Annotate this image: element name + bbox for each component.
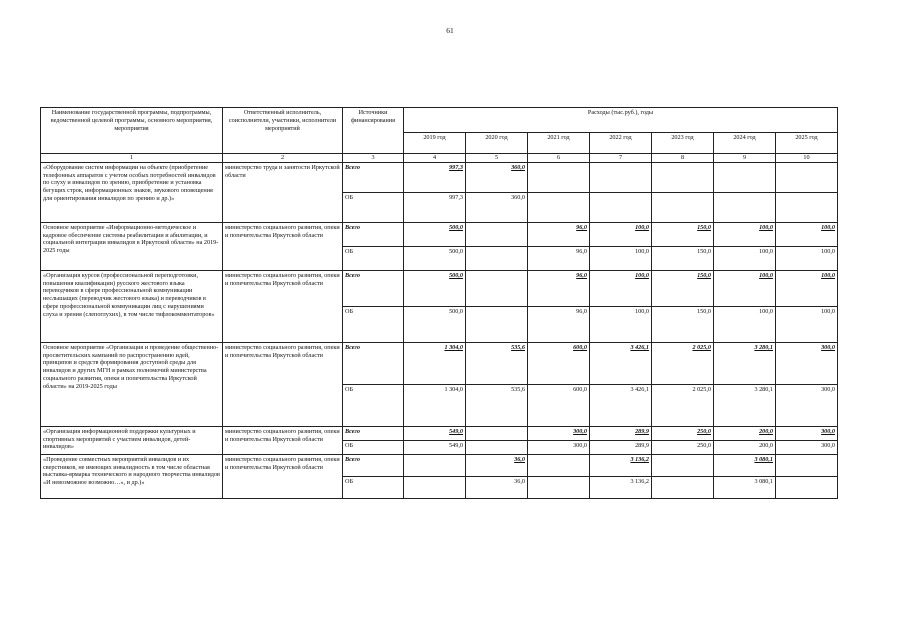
- expense-value: 36,0: [466, 476, 528, 498]
- expense-value: 96,0: [528, 222, 590, 246]
- expense-value: [404, 454, 466, 476]
- header-name: Наименование государственной программы, подпрограммы, ведомственной целевой программы, основного мероприятия, мероприятия: [41, 108, 223, 154]
- funding-source: ОБ: [343, 476, 404, 498]
- expense-value: [404, 476, 466, 498]
- expense-value: [776, 476, 838, 498]
- activity-name: «Организация курсов (профессиональной переподготовки, повышения квалификации) русского жестового языка переводчиков в сфере профессиональной коммуникации неслышащих (переводчик жестового языка) и переводчиков в сфере профессиональной коммуникации лиц с нарушениями слуха и зрения (слепоглухих), в том числе тифлокомментаторов»: [41, 270, 223, 342]
- column-number: 4: [404, 154, 466, 163]
- expense-value: [714, 192, 776, 222]
- column-number: 6: [528, 154, 590, 163]
- expense-value: [590, 162, 652, 192]
- expense-value: 500,0: [404, 270, 466, 306]
- expense-value: 549,0: [404, 426, 466, 440]
- expense-value: 997,3: [404, 192, 466, 222]
- expense-value: 100,0: [590, 222, 652, 246]
- expense-value: 300,0: [776, 440, 838, 454]
- activity-name: Основное мероприятие «Информационно-методическое и кадровое обеспечение системы реабилитации и абилитации, и социальной интеграции инвалидов в Иркутской области» на 2019-2025 годы: [41, 222, 223, 270]
- expense-value: 100,0: [590, 270, 652, 306]
- expense-value: 96,0: [528, 306, 590, 342]
- expense-value: 3 426,1: [590, 384, 652, 426]
- expense-value: [652, 476, 714, 498]
- table-row-total: [41, 270, 838, 306]
- expense-value: 150,0: [652, 306, 714, 342]
- expense-value: [466, 270, 528, 306]
- table-row-total: [41, 222, 838, 246]
- column-number: 7: [590, 154, 652, 163]
- column-number: 1: [41, 154, 223, 163]
- expense-value: 289,9: [590, 440, 652, 454]
- expense-value: 500,0: [404, 246, 466, 270]
- expense-value: 300,0: [776, 342, 838, 384]
- expense-value: [776, 192, 838, 222]
- table-row-total: [41, 342, 838, 384]
- expense-value: 100,0: [714, 246, 776, 270]
- expense-value: [466, 440, 528, 454]
- expense-value: 3 426,1: [590, 342, 652, 384]
- funding-source: Всего: [343, 162, 404, 192]
- column-number: 2: [223, 154, 343, 163]
- expense-value: 100,0: [714, 222, 776, 246]
- expense-value: 500,0: [404, 222, 466, 246]
- table-row-total: [41, 426, 838, 440]
- expense-value: 36,0: [466, 454, 528, 476]
- expense-value: 150,0: [652, 270, 714, 306]
- expense-value: 360,0: [466, 192, 528, 222]
- expense-value: 1 304,0: [404, 384, 466, 426]
- funding-source: Всего: [343, 270, 404, 306]
- activity-executor: министерство социального развития, опеки и попечительства Иркутской области: [223, 454, 343, 498]
- year-header: 2023 год: [652, 133, 714, 154]
- year-header: 2020 год: [466, 133, 528, 154]
- expense-value: 200,0: [714, 440, 776, 454]
- expense-value: [776, 454, 838, 476]
- budget-table-body: [41, 162, 838, 498]
- column-number: 3: [343, 154, 404, 163]
- expense-value: 535,6: [466, 342, 528, 384]
- column-number: 10: [776, 154, 838, 163]
- expense-value: [466, 246, 528, 270]
- expense-value: 500,0: [404, 306, 466, 342]
- expense-value: 300,0: [528, 426, 590, 440]
- year-header: 2021 год: [528, 133, 590, 154]
- table-row-total: [41, 162, 838, 192]
- header-row: [41, 108, 838, 133]
- column-number: 8: [652, 154, 714, 163]
- expense-value: [590, 192, 652, 222]
- expense-value: 250,0: [652, 440, 714, 454]
- activity-executor: министерство социального развития, опеки и попечительства Иркутской области: [223, 270, 343, 342]
- expense-value: 300,0: [776, 426, 838, 440]
- expense-value: 150,0: [652, 246, 714, 270]
- expense-value: 3 080,1: [714, 476, 776, 498]
- expense-value: 360,0: [466, 162, 528, 192]
- year-header: 2019 год: [404, 133, 466, 154]
- expense-value: [528, 454, 590, 476]
- expense-value: 2 025,0: [652, 342, 714, 384]
- expense-value: [466, 222, 528, 246]
- expense-value: [528, 476, 590, 498]
- funding-source: Всего: [343, 454, 404, 476]
- table-row-total: [41, 454, 838, 476]
- year-header: 2022 год: [590, 133, 652, 154]
- funding-source: ОБ: [343, 384, 404, 426]
- expense-value: 549,0: [404, 440, 466, 454]
- page-number: 61: [446, 26, 454, 35]
- funding-source: ОБ: [343, 192, 404, 222]
- header-sources: Источники финансирования: [343, 108, 404, 154]
- expense-value: 200,0: [714, 426, 776, 440]
- activity-name: «Оборудование систем информации на объекте (приобретение телефонных аппаратов с учетом особых потребностей инвалидов по слуху и инвалидов по зрению, приобретение и установка бегущих строк, информационных знаков, звукового оповещения для ориентирования инвалидов по зрению и др.)»: [41, 162, 223, 222]
- expense-value: 3 280,1: [714, 384, 776, 426]
- expense-value: [528, 192, 590, 222]
- funding-source: ОБ: [343, 306, 404, 342]
- expense-value: [776, 162, 838, 192]
- funding-source: Всего: [343, 222, 404, 246]
- activity-executor: министерство социального развития, опеки и попечительства Иркутской области: [223, 222, 343, 270]
- column-number: 5: [466, 154, 528, 163]
- expense-value: [714, 162, 776, 192]
- expense-value: 100,0: [590, 306, 652, 342]
- expense-value: 100,0: [590, 246, 652, 270]
- expense-value: 96,0: [528, 270, 590, 306]
- expense-value: 300,0: [776, 384, 838, 426]
- header-executor: Ответственный исполнитель, соисполнители, участники, исполнители мероприятий: [223, 108, 343, 154]
- funding-source: ОБ: [343, 246, 404, 270]
- expense-value: [652, 454, 714, 476]
- expense-value: 1 304,0: [404, 342, 466, 384]
- expense-value: 3 136,2: [590, 476, 652, 498]
- expense-value: 100,0: [776, 246, 838, 270]
- activity-name: «Организация информационной поддержки культурных и спортивных мероприятий с участием инвалидов, детей-инвалидов»: [41, 426, 223, 454]
- activity-executor: министерство социального развития, опеки и попечительства Иркутской области: [223, 426, 343, 454]
- expense-value: [528, 162, 590, 192]
- expense-value: 997,3: [404, 162, 466, 192]
- activity-name: Основное мероприятие «Организация и проведение общественно-просветительских кампаний по распространению идей, принципов и средств формирования доступной среды для инвалидов и других МГН в рамках полномочий министерства социального развития, опеки и попечительства Иркутской области» на 2019-2025 годы: [41, 342, 223, 426]
- expense-value: 250,0: [652, 426, 714, 440]
- expense-value: 600,0: [528, 342, 590, 384]
- funding-source: Всего: [343, 342, 404, 384]
- column-number: 9: [714, 154, 776, 163]
- expense-value: 100,0: [714, 270, 776, 306]
- expense-value: 96,0: [528, 246, 590, 270]
- expense-value: 600,0: [528, 384, 590, 426]
- expense-value: 100,0: [776, 306, 838, 342]
- expense-value: 3 080,1: [714, 454, 776, 476]
- expense-value: 100,0: [776, 222, 838, 246]
- expense-value: [652, 192, 714, 222]
- expense-value: [466, 306, 528, 342]
- expense-value: 150,0: [652, 222, 714, 246]
- expense-value: 300,0: [528, 440, 590, 454]
- column-number-row: [41, 154, 838, 163]
- funding-source: Всего: [343, 426, 404, 440]
- budget-table: [40, 107, 838, 499]
- expense-value: 3 280,1: [714, 342, 776, 384]
- funding-source: ОБ: [343, 440, 404, 454]
- expense-value: 100,0: [776, 270, 838, 306]
- year-header: 2024 год: [714, 133, 776, 154]
- header-expenses: Расходы (тыс.руб.), годы: [404, 108, 838, 133]
- activity-executor: министерство социального развития, опеки и попечительства Иркутской области: [223, 342, 343, 426]
- expense-value: [466, 426, 528, 440]
- expense-value: 535,6: [466, 384, 528, 426]
- expense-value: [652, 162, 714, 192]
- expense-value: 3 136,2: [590, 454, 652, 476]
- year-header: 2025 год: [776, 133, 838, 154]
- expense-value: 100,0: [714, 306, 776, 342]
- activity-name: «Проведение совместных мероприятий инвалидов и их сверстников, не имеющих инвалидность в том числе областная выставка-ярмарка технического и народного творчества инвалидов «И невозможное возможно…», и др.)»: [41, 454, 223, 498]
- expense-value: 289,9: [590, 426, 652, 440]
- activity-executor: министерство труда и занятости Иркутской области: [223, 162, 343, 222]
- expense-value: 2 025,0: [652, 384, 714, 426]
